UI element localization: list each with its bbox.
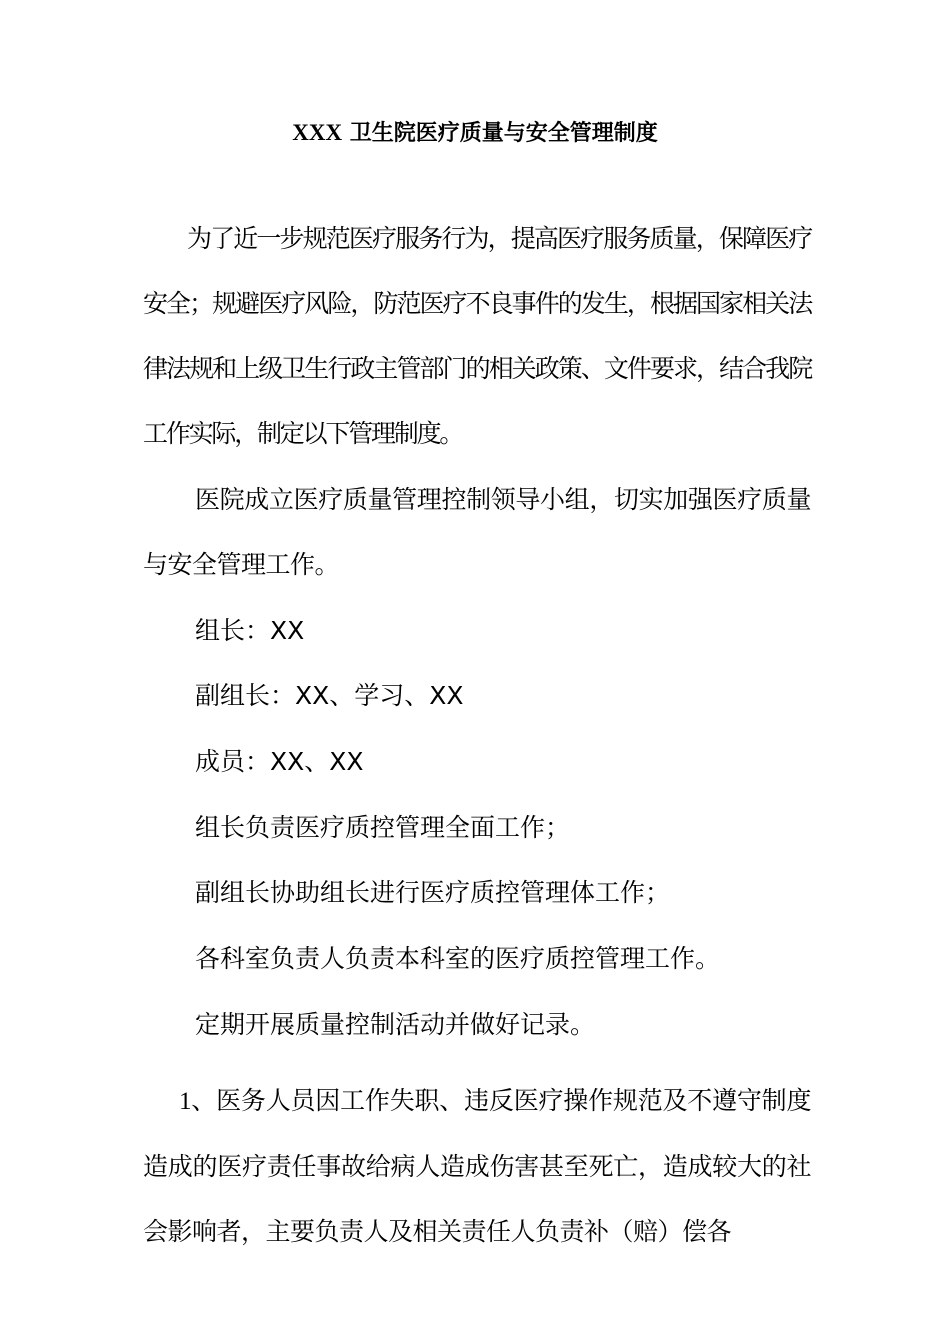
leader-line: 组长：XX [195, 616, 305, 645]
department-duty-line: 各科室负责人负责本科室的医疗质控管理工作。 [195, 944, 721, 973]
clause-1-text: 、医务人员因工作失职、违反医疗操作规范及不遵守制度造成的医疗责任事故给病人造成伤害甚至死亡，造成较大的社会影响者，主要负责人及相关责任人负责补（赔）偿各 [143, 1086, 811, 1246]
deputy-duty-line: 副组长协助组长进行医疗质控管理体工作； [195, 878, 671, 907]
leader-duty-line: 组长负责医疗质控管理全面工作； [195, 813, 571, 842]
title-main: 卫生院医疗质量与安全管理制度 [342, 121, 658, 146]
regular-activity-line: 定期开展质量控制活动并做好记录。 [195, 1010, 596, 1039]
clause-1-number: 1 [179, 1088, 191, 1115]
intro-paragraph: 为了近一步规范医疗服务行为，提高医疗服务质量，保障医疗安全；规避医疗风险，防范医疗不良事件的发生，根据国家相关法律法规和上级卫生行政主管部门的相关政策、文件要求，结合我院工作实际，制定以下管理制度。 [143, 224, 811, 448]
clause-1-paragraph [143, 1068, 811, 1264]
title-prefix: XXX [292, 120, 343, 145]
deputy-leader-line: 副组长：XX、学习、XX [195, 681, 464, 710]
document-title [0, 113, 950, 154]
members-line: 成员：XX、XX [195, 747, 364, 776]
group-statement-paragraph: 医院成立医疗质量管理控制领导小组，切实加强医疗质量与安全管理工作。 [143, 485, 811, 579]
